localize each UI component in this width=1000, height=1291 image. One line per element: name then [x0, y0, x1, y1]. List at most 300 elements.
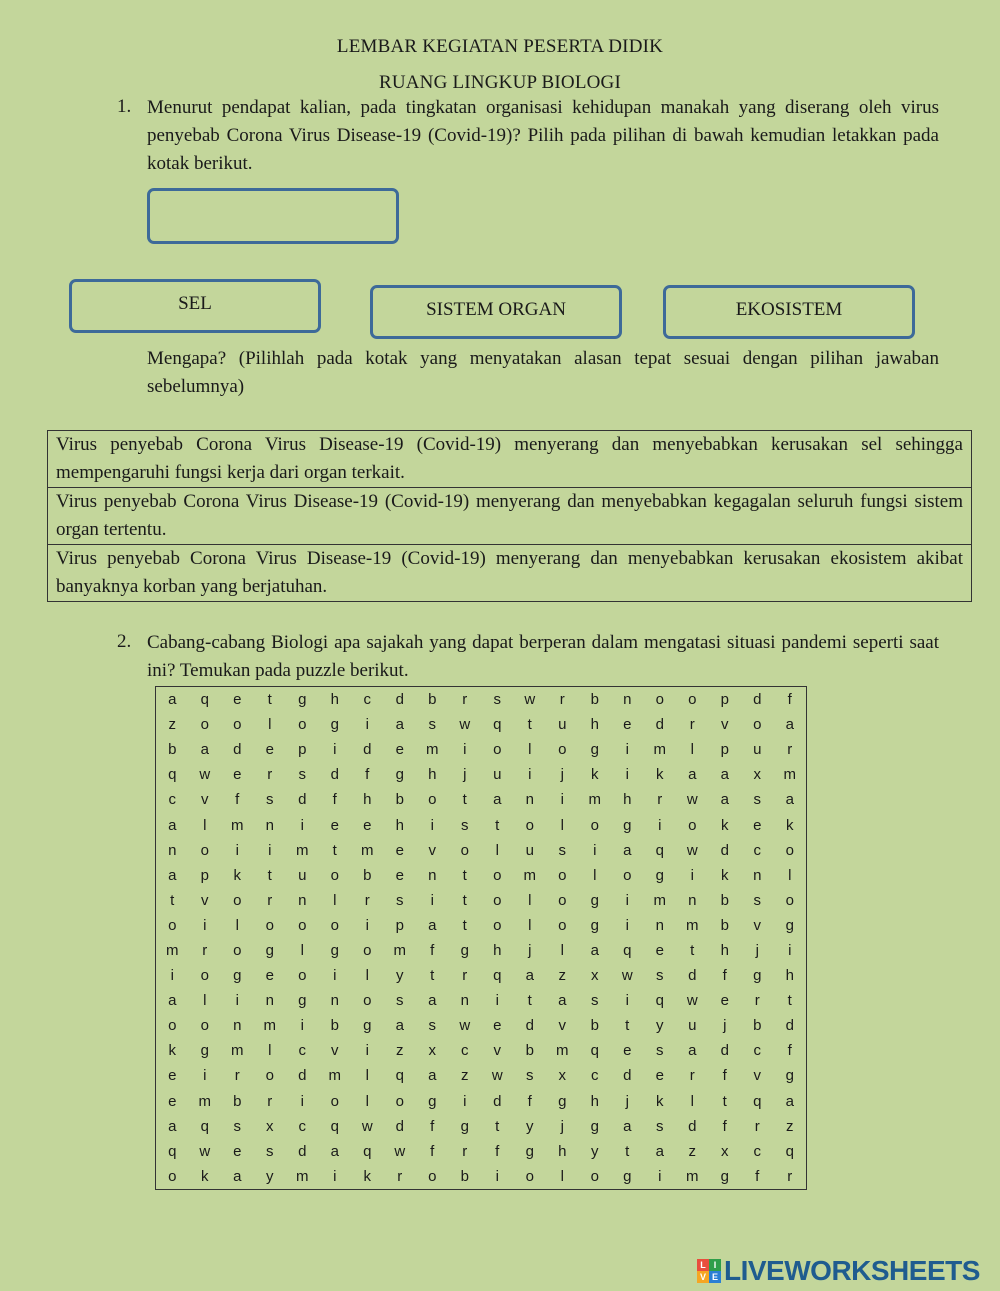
puzzle-cell[interactable]: o — [428, 1167, 437, 1185]
puzzle-cell[interactable]: r — [689, 716, 695, 734]
puzzle-cell[interactable]: q — [590, 1042, 599, 1060]
puzzle-cell[interactable]: n — [753, 866, 762, 884]
puzzle-cell[interactable]: s — [656, 967, 664, 985]
puzzle-cell[interactable]: a — [395, 716, 404, 734]
puzzle-cell[interactable]: w — [361, 1117, 373, 1135]
puzzle-cell[interactable]: a — [623, 1117, 632, 1135]
puzzle-cell[interactable]: i — [690, 866, 694, 884]
puzzle-cell[interactable]: t — [625, 1017, 630, 1035]
puzzle-cell[interactable]: t — [722, 1092, 727, 1110]
puzzle-cell[interactable]: q — [493, 716, 502, 734]
puzzle-cell[interactable]: o — [363, 941, 372, 959]
puzzle-cell[interactable]: q — [753, 1092, 762, 1110]
puzzle-cell[interactable]: q — [655, 841, 664, 859]
puzzle-cell[interactable]: l — [560, 941, 564, 959]
puzzle-cell[interactable]: s — [461, 816, 469, 834]
puzzle-cell[interactable]: d — [298, 1067, 307, 1085]
puzzle-cell[interactable]: i — [235, 841, 239, 859]
puzzle-cell[interactable]: j — [560, 1117, 564, 1135]
puzzle-cell[interactable]: v — [331, 1042, 339, 1060]
choice-sel[interactable]: SEL — [69, 279, 321, 333]
puzzle-cell[interactable]: w — [394, 1142, 406, 1160]
puzzle-cell[interactable]: g — [428, 1092, 437, 1110]
puzzle-cell[interactable]: s — [753, 791, 761, 809]
puzzle-cell[interactable]: s — [656, 1042, 664, 1060]
puzzle-cell[interactable]: n — [330, 992, 339, 1010]
puzzle-cell[interactable]: m — [231, 1042, 244, 1060]
puzzle-cell[interactable]: r — [689, 1067, 695, 1085]
puzzle-cell[interactable]: m — [588, 791, 601, 809]
puzzle-cell[interactable]: r — [462, 1142, 468, 1160]
puzzle-cell[interactable]: o — [330, 866, 339, 884]
puzzle-cell[interactable]: b — [428, 691, 437, 709]
puzzle-cell[interactable]: f — [527, 1092, 532, 1110]
puzzle-cell[interactable]: r — [234, 1067, 240, 1085]
puzzle-cell[interactable]: o — [200, 841, 209, 859]
puzzle-cell[interactable]: a — [623, 841, 632, 859]
puzzle-cell[interactable]: g — [558, 1092, 567, 1110]
puzzle-cell[interactable]: b — [590, 1017, 599, 1035]
puzzle-cell[interactable]: m — [361, 841, 374, 859]
puzzle-cell[interactable]: l — [593, 866, 597, 884]
puzzle-cell[interactable]: l — [690, 741, 694, 759]
puzzle-cell[interactable]: v — [201, 891, 209, 909]
puzzle-cell[interactable]: k — [233, 866, 241, 884]
puzzle-cell[interactable]: k — [363, 1167, 371, 1185]
puzzle-cell[interactable]: g — [298, 992, 307, 1010]
puzzle-cell[interactable]: j — [755, 941, 759, 959]
puzzle-cell[interactable]: d — [623, 1067, 632, 1085]
puzzle-cell[interactable]: z — [461, 1067, 469, 1085]
puzzle-cell[interactable]: s — [526, 1067, 534, 1085]
puzzle-cell[interactable]: e — [265, 741, 274, 759]
puzzle-cell[interactable]: p — [298, 741, 307, 759]
puzzle-cell[interactable]: y — [396, 967, 404, 985]
puzzle-cell[interactable]: o — [493, 916, 502, 934]
puzzle-cell[interactable]: i — [365, 1042, 369, 1060]
puzzle-cell[interactable]: i — [625, 891, 629, 909]
puzzle-cell[interactable]: k — [168, 1042, 176, 1060]
puzzle-cell[interactable]: j — [528, 941, 532, 959]
puzzle-cell[interactable]: r — [559, 691, 565, 709]
puzzle-cell[interactable]: a — [525, 967, 534, 985]
puzzle-cell[interactable]: n — [688, 891, 697, 909]
puzzle-cell[interactable]: f — [787, 1042, 792, 1060]
puzzle-cell[interactable]: a — [168, 866, 177, 884]
puzzle-cell[interactable]: u — [298, 866, 307, 884]
puzzle-cell[interactable]: s — [396, 891, 404, 909]
puzzle-cell[interactable]: m — [653, 891, 666, 909]
puzzle-cell[interactable]: e — [233, 766, 242, 784]
puzzle-cell[interactable]: r — [754, 992, 760, 1010]
puzzle-cell[interactable]: z — [558, 967, 566, 985]
puzzle-cell[interactable]: x — [753, 766, 761, 784]
puzzle-cell[interactable]: e — [655, 1067, 664, 1085]
puzzle-cell[interactable]: n — [265, 816, 274, 834]
puzzle-cell[interactable]: y — [656, 1017, 664, 1035]
puzzle-cell[interactable]: x — [721, 1142, 729, 1160]
puzzle-cell[interactable]: i — [430, 816, 434, 834]
puzzle-cell[interactable]: g — [525, 1142, 534, 1160]
puzzle-cell[interactable]: j — [463, 766, 467, 784]
puzzle-cell[interactable]: g — [655, 866, 664, 884]
puzzle-cell[interactable]: k — [656, 766, 664, 784]
puzzle-cell[interactable]: s — [266, 791, 274, 809]
puzzle-cell[interactable]: o — [168, 1167, 177, 1185]
puzzle-cell[interactable]: f — [430, 1117, 435, 1135]
puzzle-cell[interactable]: t — [495, 816, 500, 834]
puzzle-cell[interactable]: o — [298, 716, 307, 734]
puzzle-cell[interactable]: a — [720, 766, 729, 784]
puzzle-cell[interactable]: g — [395, 766, 404, 784]
puzzle-cell[interactable]: e — [493, 1017, 502, 1035]
puzzle-cell[interactable]: l — [365, 967, 369, 985]
puzzle-cell[interactable]: t — [267, 866, 272, 884]
puzzle-cell[interactable]: o — [558, 741, 567, 759]
puzzle-cell[interactable]: t — [527, 992, 532, 1010]
puzzle-cell[interactable]: t — [462, 866, 467, 884]
puzzle-cell[interactable]: a — [168, 816, 177, 834]
puzzle-cell[interactable]: l — [528, 741, 532, 759]
puzzle-cell[interactable]: l — [365, 1067, 369, 1085]
puzzle-cell[interactable]: i — [235, 992, 239, 1010]
puzzle-cell[interactable]: o — [428, 791, 437, 809]
puzzle-cell[interactable]: i — [658, 1167, 662, 1185]
puzzle-cell[interactable]: i — [333, 967, 337, 985]
puzzle-cell[interactable]: o — [298, 967, 307, 985]
puzzle-cell[interactable]: n — [623, 691, 632, 709]
puzzle-cell[interactable]: m — [328, 1067, 341, 1085]
puzzle-cell[interactable]: o — [558, 916, 567, 934]
puzzle-cell[interactable]: o — [233, 891, 242, 909]
puzzle-cell[interactable]: g — [590, 916, 599, 934]
puzzle-cell[interactable]: f — [430, 941, 435, 959]
puzzle-cell[interactable]: m — [198, 1092, 211, 1110]
puzzle-cell[interactable]: q — [168, 766, 177, 784]
puzzle-cell[interactable]: a — [655, 1142, 664, 1160]
puzzle-cell[interactable]: e — [623, 716, 632, 734]
puzzle-cell[interactable]: l — [203, 992, 207, 1010]
puzzle-cell[interactable]: k — [786, 816, 794, 834]
puzzle-cell[interactable]: v — [428, 841, 436, 859]
puzzle-cell[interactable]: t — [462, 791, 467, 809]
puzzle-cell[interactable]: m — [296, 1167, 309, 1185]
puzzle-cell[interactable]: s — [558, 841, 566, 859]
puzzle-cell[interactable]: w — [686, 841, 698, 859]
puzzle-cell[interactable]: e — [265, 967, 274, 985]
puzzle-cell[interactable]: l — [690, 1092, 694, 1110]
puzzle-cell[interactable]: n — [233, 1017, 242, 1035]
puzzle-cell[interactable]: o — [590, 1167, 599, 1185]
puzzle-cell[interactable]: d — [395, 691, 404, 709]
puzzle-cell[interactable]: b — [330, 1017, 339, 1035]
puzzle-cell[interactable]: i — [365, 916, 369, 934]
puzzle-cell[interactable]: n — [655, 916, 664, 934]
puzzle-cell[interactable]: e — [168, 1092, 177, 1110]
reason-option-3[interactable]: Virus penyebab Corona Virus Disease-19 (Covid-19) menyerang dan menyebabkan kerusakan ekosistem akibat banyaknya korban yang berjatuhan. — [56, 548, 963, 597]
puzzle-cell[interactable]: x — [428, 1042, 436, 1060]
puzzle-cell[interactable]: c — [753, 841, 761, 859]
puzzle-cell[interactable]: h — [720, 941, 729, 959]
puzzle-cell[interactable]: a — [785, 1092, 794, 1110]
puzzle-cell[interactable]: s — [591, 992, 599, 1010]
puzzle-cell[interactable]: o — [493, 741, 502, 759]
puzzle-cell[interactable]: f — [722, 1117, 727, 1135]
puzzle-cell[interactable]: y — [526, 1117, 534, 1135]
puzzle-cell[interactable]: i — [495, 992, 499, 1010]
puzzle-cell[interactable]: g — [363, 1017, 372, 1035]
puzzle-cell[interactable]: t — [495, 1117, 500, 1135]
puzzle-cell[interactable]: s — [753, 891, 761, 909]
puzzle-cell[interactable]: o — [655, 691, 664, 709]
puzzle-cell[interactable]: x — [266, 1117, 274, 1135]
puzzle-cell[interactable]: w — [686, 992, 698, 1010]
puzzle-cell[interactable]: y — [591, 1142, 599, 1160]
puzzle-cell[interactable]: a — [720, 791, 729, 809]
puzzle-cell[interactable]: b — [395, 791, 404, 809]
puzzle-cell[interactable]: n — [168, 841, 177, 859]
puzzle-cell[interactable]: m — [263, 1017, 276, 1035]
puzzle-cell[interactable]: h — [493, 941, 502, 959]
puzzle-cell[interactable]: o — [493, 891, 502, 909]
puzzle-cell[interactable]: b — [233, 1092, 242, 1110]
puzzle-cell[interactable]: a — [558, 992, 567, 1010]
puzzle-cell[interactable]: o — [265, 1067, 274, 1085]
puzzle-cell[interactable]: d — [720, 841, 729, 859]
puzzle-cell[interactable]: i — [625, 992, 629, 1010]
puzzle-cell[interactable]: o — [688, 691, 697, 709]
puzzle-cell[interactable]: w — [199, 766, 211, 784]
puzzle-cell[interactable]: g — [623, 1167, 632, 1185]
puzzle-cell[interactable]: c — [168, 791, 176, 809]
puzzle-cell[interactable]: h — [785, 967, 794, 985]
puzzle-cell[interactable]: i — [300, 1092, 304, 1110]
puzzle-cell[interactable]: o — [525, 1167, 534, 1185]
puzzle-cell[interactable]: l — [528, 916, 532, 934]
puzzle-cell[interactable]: d — [395, 1117, 404, 1135]
puzzle-cell[interactable]: l — [560, 816, 564, 834]
puzzle-cell[interactable]: a — [688, 1042, 697, 1060]
puzzle-cell[interactable]: o — [200, 716, 209, 734]
puzzle-cell[interactable]: m — [556, 1042, 569, 1060]
puzzle-cell[interactable]: c — [753, 1142, 761, 1160]
puzzle-cell[interactable]: m — [426, 741, 439, 759]
puzzle-cell[interactable]: i — [203, 1067, 207, 1085]
puzzle-cell[interactable]: g — [330, 716, 339, 734]
puzzle-cell[interactable]: i — [788, 941, 792, 959]
puzzle-cell[interactable]: e — [623, 1042, 632, 1060]
puzzle-cell[interactable]: g — [460, 1117, 469, 1135]
puzzle-cell[interactable]: i — [560, 791, 564, 809]
puzzle-cell[interactable]: l — [333, 891, 337, 909]
puzzle-cell[interactable]: m — [393, 941, 406, 959]
puzzle-cell[interactable]: d — [298, 791, 307, 809]
puzzle-cell[interactable]: c — [363, 691, 371, 709]
puzzle-cell[interactable]: i — [365, 716, 369, 734]
puzzle-cell[interactable]: g — [298, 691, 307, 709]
puzzle-cell[interactable]: i — [300, 1017, 304, 1035]
puzzle-cell[interactable]: f — [430, 1142, 435, 1160]
puzzle-cell[interactable]: v — [753, 916, 761, 934]
puzzle-cell[interactable]: l — [365, 1092, 369, 1110]
puzzle-cell[interactable]: t — [332, 841, 337, 859]
puzzle-cell[interactable]: g — [590, 741, 599, 759]
puzzle-cell[interactable]: p — [720, 741, 729, 759]
puzzle-cell[interactable]: w — [686, 791, 698, 809]
puzzle-cell[interactable]: i — [495, 1167, 499, 1185]
puzzle-cell[interactable]: o — [363, 992, 372, 1010]
puzzle-cell[interactable]: e — [395, 866, 404, 884]
puzzle-cell[interactable]: z — [168, 716, 176, 734]
puzzle-cell[interactable]: q — [330, 1117, 339, 1135]
reason-option-1[interactable]: Virus penyebab Corona Virus Disease-19 (Covid-19) menyerang dan menyebabkan kerusakan sel sehingga mempengaruhi fungsi kerja dari organ terkait. — [48, 431, 971, 488]
puzzle-cell[interactable]: t — [462, 916, 467, 934]
puzzle-cell[interactable]: i — [625, 766, 629, 784]
puzzle-cell[interactable]: r — [657, 791, 663, 809]
puzzle-cell[interactable]: f — [365, 766, 370, 784]
puzzle-cell[interactable]: w — [199, 1142, 211, 1160]
puzzle-cell[interactable]: v — [493, 1042, 501, 1060]
puzzle-cell[interactable]: b — [753, 1017, 762, 1035]
puzzle-cell[interactable]: q — [623, 941, 632, 959]
puzzle-cell[interactable]: j — [723, 1017, 727, 1035]
puzzle-cell[interactable]: e — [753, 816, 762, 834]
puzzle-cell[interactable]: o — [200, 1017, 209, 1035]
puzzle-cell[interactable]: a — [233, 1167, 242, 1185]
puzzle-cell[interactable]: n — [428, 866, 437, 884]
puzzle-cell[interactable]: t — [625, 1142, 630, 1160]
puzzle-cell[interactable]: i — [203, 916, 207, 934]
puzzle-cell[interactable]: o — [265, 916, 274, 934]
puzzle-cell[interactable]: r — [364, 891, 370, 909]
puzzle-cell[interactable]: a — [785, 716, 794, 734]
puzzle-cell[interactable]: d — [233, 741, 242, 759]
puzzle-cell[interactable]: h — [558, 1142, 567, 1160]
puzzle-cell[interactable]: a — [168, 691, 177, 709]
puzzle-cell[interactable]: g — [590, 1117, 599, 1135]
puzzle-cell[interactable]: q — [785, 1142, 794, 1160]
puzzle-cell[interactable]: d — [298, 1142, 307, 1160]
puzzle-cell[interactable]: v — [201, 791, 209, 809]
puzzle-cell[interactable]: d — [785, 1017, 794, 1035]
puzzle-cell[interactable]: o — [753, 716, 762, 734]
puzzle-cell[interactable]: m — [686, 1167, 699, 1185]
puzzle-cell[interactable]: o — [688, 816, 697, 834]
puzzle-cell[interactable]: p — [720, 691, 729, 709]
puzzle-cell[interactable]: d — [493, 1092, 502, 1110]
puzzle-cell[interactable]: e — [233, 691, 242, 709]
puzzle-cell[interactable]: g — [233, 967, 242, 985]
reason-option-2[interactable]: Virus penyebab Corona Virus Disease-19 (Covid-19) menyerang dan menyebabkan kegagalan seluruh fungsi sistem organ tertentu. — [48, 488, 971, 545]
puzzle-cell[interactable]: q — [655, 992, 664, 1010]
puzzle-cell[interactable]: s — [233, 1117, 241, 1135]
puzzle-cell[interactable]: o — [623, 866, 632, 884]
puzzle-cell[interactable]: v — [753, 1067, 761, 1085]
puzzle-cell[interactable]: d — [720, 1042, 729, 1060]
puzzle-cell[interactable]: m — [166, 941, 179, 959]
puzzle-cell[interactable]: f — [235, 791, 240, 809]
puzzle-cell[interactable]: a — [200, 741, 209, 759]
puzzle-cell[interactable]: b — [363, 866, 372, 884]
puzzle-cell[interactable]: f — [755, 1167, 760, 1185]
puzzle-cell[interactable]: m — [296, 841, 309, 859]
puzzle-cell[interactable]: j — [560, 766, 564, 784]
puzzle-cell[interactable]: q — [200, 1117, 209, 1135]
puzzle-cell[interactable]: g — [265, 941, 274, 959]
puzzle-cell[interactable]: f — [332, 791, 337, 809]
puzzle-cell[interactable]: w — [491, 1067, 503, 1085]
puzzle-cell[interactable]: h — [590, 1092, 599, 1110]
puzzle-cell[interactable]: v — [721, 716, 729, 734]
puzzle-cell[interactable]: o — [493, 866, 502, 884]
puzzle-cell[interactable]: w — [621, 967, 633, 985]
puzzle-cell[interactable]: k — [591, 766, 599, 784]
puzzle-cell[interactable]: t — [267, 691, 272, 709]
puzzle-cell[interactable]: o — [168, 916, 177, 934]
puzzle-cell[interactable]: l — [268, 1042, 272, 1060]
puzzle-cell[interactable]: g — [753, 967, 762, 985]
puzzle-cell[interactable]: q — [395, 1067, 404, 1085]
puzzle-cell[interactable]: b — [720, 916, 729, 934]
puzzle-cell[interactable]: o — [785, 841, 794, 859]
puzzle-cell[interactable]: i — [625, 741, 629, 759]
puzzle-cell[interactable]: d — [363, 741, 372, 759]
puzzle-cell[interactable]: z — [786, 1117, 794, 1135]
puzzle-cell[interactable]: w — [459, 716, 471, 734]
puzzle-cell[interactable]: t — [787, 992, 792, 1010]
puzzle-cell[interactable]: d — [688, 1117, 697, 1135]
puzzle-cell[interactable]: b — [590, 691, 599, 709]
puzzle-cell[interactable]: a — [785, 791, 794, 809]
puzzle-cell[interactable]: o — [525, 816, 534, 834]
puzzle-cell[interactable]: e — [330, 816, 339, 834]
choice-sistem-organ[interactable]: SISTEM ORGAN — [370, 285, 622, 339]
puzzle-cell[interactable]: c — [298, 1042, 306, 1060]
puzzle-cell[interactable]: d — [655, 716, 664, 734]
puzzle-cell[interactable]: n — [460, 992, 469, 1010]
puzzle-cell[interactable]: b — [168, 741, 177, 759]
puzzle-cell[interactable]: g — [785, 1067, 794, 1085]
puzzle-cell[interactable]: q — [200, 691, 209, 709]
puzzle-cell[interactable]: t — [527, 716, 532, 734]
puzzle-cell[interactable]: l — [203, 816, 207, 834]
puzzle-cell[interactable]: h — [623, 791, 632, 809]
puzzle-cell[interactable]: m — [783, 766, 796, 784]
puzzle-cell[interactable]: c — [461, 1042, 469, 1060]
puzzle-cell[interactable]: b — [525, 1042, 534, 1060]
puzzle-cell[interactable]: f — [722, 967, 727, 985]
puzzle-cell[interactable]: s — [493, 691, 501, 709]
puzzle-cell[interactable]: h — [330, 691, 339, 709]
puzzle-cell[interactable]: h — [395, 816, 404, 834]
puzzle-cell[interactable]: y — [266, 1167, 274, 1185]
puzzle-cell[interactable]: n — [298, 891, 307, 909]
puzzle-cell[interactable]: g — [330, 941, 339, 959]
puzzle-cell[interactable]: x — [591, 967, 599, 985]
puzzle-cell[interactable]: u — [753, 741, 762, 759]
puzzle-cell[interactable]: u — [525, 841, 534, 859]
puzzle-cell[interactable]: z — [688, 1142, 696, 1160]
puzzle-cell[interactable]: u — [688, 1017, 697, 1035]
puzzle-cell[interactable]: r — [787, 741, 793, 759]
puzzle-cell[interactable]: s — [298, 766, 306, 784]
puzzle-cell[interactable]: p — [395, 916, 404, 934]
puzzle-cell[interactable]: g — [200, 1042, 209, 1060]
puzzle-cell[interactable]: s — [428, 1017, 436, 1035]
puzzle-cell[interactable]: i — [625, 916, 629, 934]
puzzle-cell[interactable]: s — [428, 716, 436, 734]
puzzle-cell[interactable]: x — [558, 1067, 566, 1085]
